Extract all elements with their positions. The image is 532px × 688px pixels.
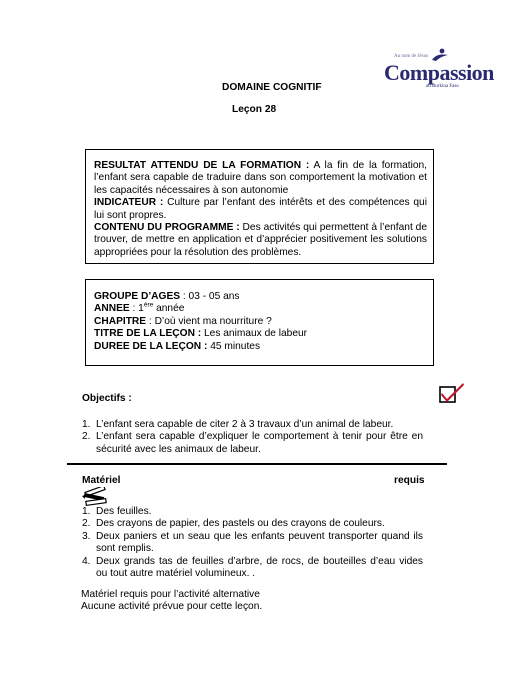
list-item-text: Deux grands tas de feuilles d’arbre, de rocs, de bouteilles d’eau vides ou tout autre matériel volumineux. . — [96, 555, 423, 580]
list-item — [82, 506, 423, 518]
alt-materiel-line: Matériel requis pour l’activité alternative — [81, 589, 260, 600]
titre-line — [94, 328, 427, 340]
list-item — [82, 531, 423, 556]
duree-line — [94, 341, 427, 353]
list-item — [82, 431, 423, 456]
list-item-number: 3. — [82, 530, 91, 542]
lesson-info-text — [94, 291, 427, 353]
duree-value: 45 minutes — [207, 340, 261, 352]
checkbox-checkmark-icon — [438, 381, 466, 407]
list-item-text: L’enfant sera capable d’expliquer le comportement à tenir pour être en sécurité avec les animaux de labeur. — [96, 431, 423, 455]
logo-subtext: au Burkina Faso — [426, 84, 459, 89]
materiel-title: Matériel — [82, 475, 121, 486]
outcome-text — [94, 160, 427, 259]
materiel-list — [82, 506, 423, 580]
resultat-label: RESULTAT ATTENDU DE LA FORMATION : — [94, 160, 310, 171]
objectifs-list — [82, 419, 423, 456]
list-item-text: Des crayons de papier, des pastels ou des crayons de couleurs. — [96, 518, 385, 530]
list-item-text: L’enfant sera capable de citer 2 à 3 travaux d’un animal de labeur. — [96, 419, 394, 430]
logo-tagline: Au nom de Jésus — [394, 54, 429, 59]
logo-wordmark: Compassion — [384, 60, 494, 85]
titre-value: Les animaux de labeur — [201, 328, 308, 340]
objectifs-title: Objectifs : — [82, 393, 132, 404]
indicateur-text: Culture par l’enfant des intérêts et des compétences qui lui sont propres. — [94, 197, 427, 221]
pencils-icon — [82, 487, 108, 507]
annee-label: ANNEE — [94, 303, 130, 315]
indicateur-label: INDICATEUR : — [94, 197, 164, 209]
groupe-label: GROUPE D’AGES — [94, 291, 181, 302]
resultat-text: A la fin de la formation, l’enfant sera capable de traduire dans son comportement la motivation et les capacités nécessaires à son autonomie — [94, 160, 428, 196]
alt-activity-line: Aucune activité prévue pour cette leçon. — [81, 601, 263, 612]
annee-line — [94, 303, 427, 315]
groupe-value: : 03 - 05 ans — [180, 291, 240, 302]
contenu-label: CONTENU DU PROGRAMME : — [94, 222, 240, 234]
list-item — [82, 518, 423, 530]
compassion-logo — [380, 48, 492, 94]
lesson-number: Leçon 28 — [232, 104, 277, 115]
section-divider — [67, 463, 447, 465]
chapitre-label: CHAPITRE — [94, 315, 147, 327]
duree-label: DUREE DE LA LEÇON : — [94, 340, 208, 352]
annee-value: année — [153, 303, 185, 315]
list-item-number: 2. — [82, 431, 91, 443]
list-item-number: 2. — [82, 518, 91, 530]
list-item-number: 1. — [82, 419, 91, 430]
contenu-text: Des activités qui permettent à l’enfant de trouver, de mettre en application et d’apprécier positivement les solutions appropriées pour la résolution des problèmes. — [94, 222, 427, 258]
materiel-requis: requis — [394, 475, 425, 486]
contenu-paragraph — [94, 222, 427, 259]
list-item-text: Deux paniers et un seau que les enfants peuvent transporter quand ils sont remplis. — [96, 530, 423, 555]
list-item-number: 1. — [82, 506, 91, 517]
indicateur-paragraph — [94, 197, 427, 222]
list-item — [82, 556, 423, 581]
titre-label: TITRE DE LA LEÇON : — [94, 328, 202, 340]
resultat-paragraph — [94, 160, 427, 197]
list-item-text: Des feuilles. — [96, 506, 152, 517]
chapitre-value: : D’où vient ma nourriture ? — [146, 315, 272, 327]
list-item — [82, 419, 423, 431]
domain-title: DOMAINE COGNITIF — [222, 82, 322, 93]
annee-sup: ère — [143, 302, 154, 310]
annee-num: : 1 — [129, 303, 144, 315]
list-item-number: 4. — [82, 555, 91, 567]
chapitre-line — [94, 316, 427, 328]
